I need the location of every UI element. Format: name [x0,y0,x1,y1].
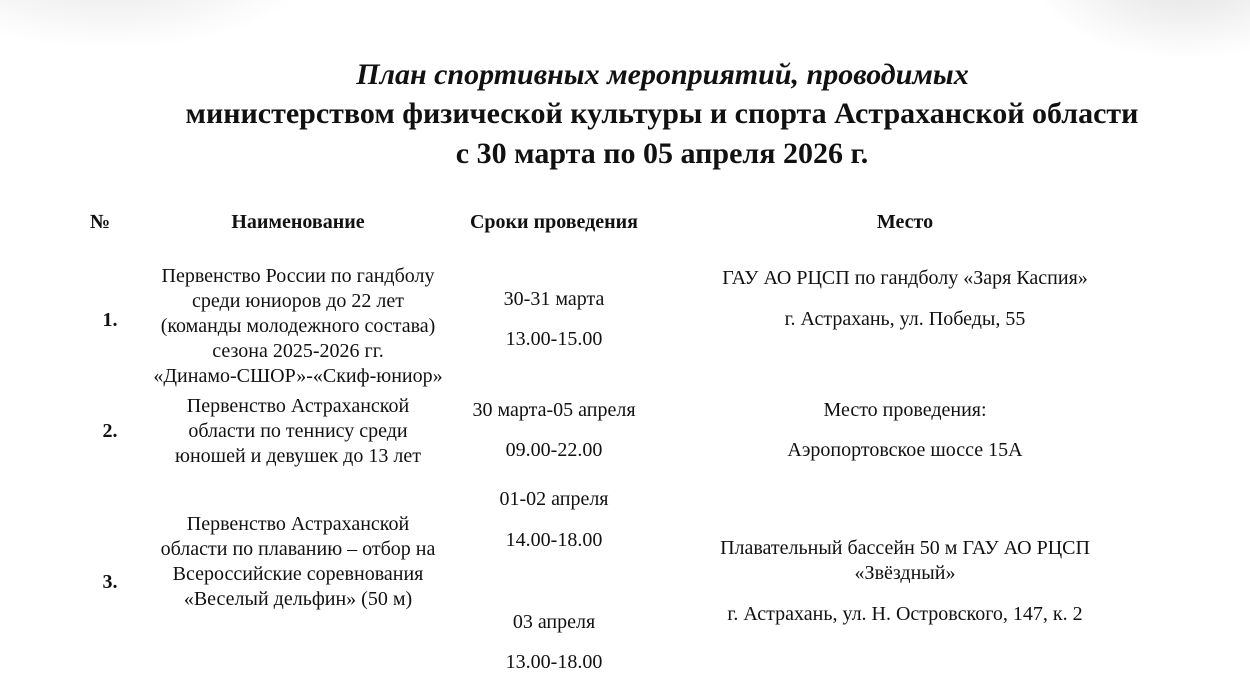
event-name [128,264,468,389]
event-name-line: юношей и девушек до 13 лет [175,445,421,467]
event-name-line: (команды молодежного состава) [160,315,436,337]
column-header-number: № [89,211,111,233]
event-venue: ГАУ АО РЦСП по гандболу «Заря Каспия» [722,267,1088,289]
event-name-line: области по теннису среди [188,420,408,442]
event-name-line: области по плаванию – отбор на [160,538,436,560]
column-header-place: Место [876,211,934,233]
event-venue: Место проведения: [823,399,987,421]
row-number: 3. [102,571,118,593]
document-title-line-2: министерством физической культуры и спорта Астраханской области [185,97,1139,130]
event-name-line: сезона 2025-2026 гг. [212,340,384,362]
event-time: 13.00-18.00 [505,651,603,673]
event-time: 14.00-18.00 [505,529,603,551]
event-address: г. Астрахань, ул. Победы, 55 [784,308,1026,330]
event-name-line: Всероссийские соревнования [172,563,424,585]
row-number: 1. [102,309,118,331]
document-title-line-3: с 30 марта по 05 апреля 2026 г. [455,137,869,170]
event-name-line: «Веселый дельфин» (50 м) [183,588,413,610]
document-title-line-1: План спортивных мероприятий, проводимых [356,58,969,91]
page-shadow-left [0,0,320,50]
event-date: 30-31 марта [503,288,605,310]
event-time: 13.00-15.00 [505,328,603,350]
event-name-line: среди юниоров до 22 лет [192,290,404,312]
event-name-line: Первенство Астраханской [186,395,410,417]
event-name-line: Первенство Астраханской [186,513,410,535]
event-name [128,512,468,612]
event-date: 03 апреля [512,611,596,633]
event-date: 01-02 апреля [499,488,609,510]
event-name-line: «Динамо-СШОР»-«Скиф-юниор» [153,365,443,387]
column-header-dates: Сроки проведения [469,211,639,233]
event-address: г. Астрахань, ул. Н. Островского, 147, к. 2 [727,603,1083,625]
row-number: 2. [102,420,118,442]
event-address: Аэропортовское шоссе 15А [787,439,1023,461]
column-header-name: Наименование [231,211,365,233]
event-venue-line: Плавательный бассейн 50 м ГАУ АО РЦСП [720,537,1090,559]
page-shadow-right [1030,0,1250,60]
event-venue-line: «Звёздный» [854,562,956,584]
event-time: 09.00-22.00 [505,439,603,461]
event-date: 30 марта-05 апреля [472,399,636,421]
event-name-line: Первенство России по гандболу [161,265,435,287]
event-name [128,394,468,469]
event-venue [680,536,1130,586]
